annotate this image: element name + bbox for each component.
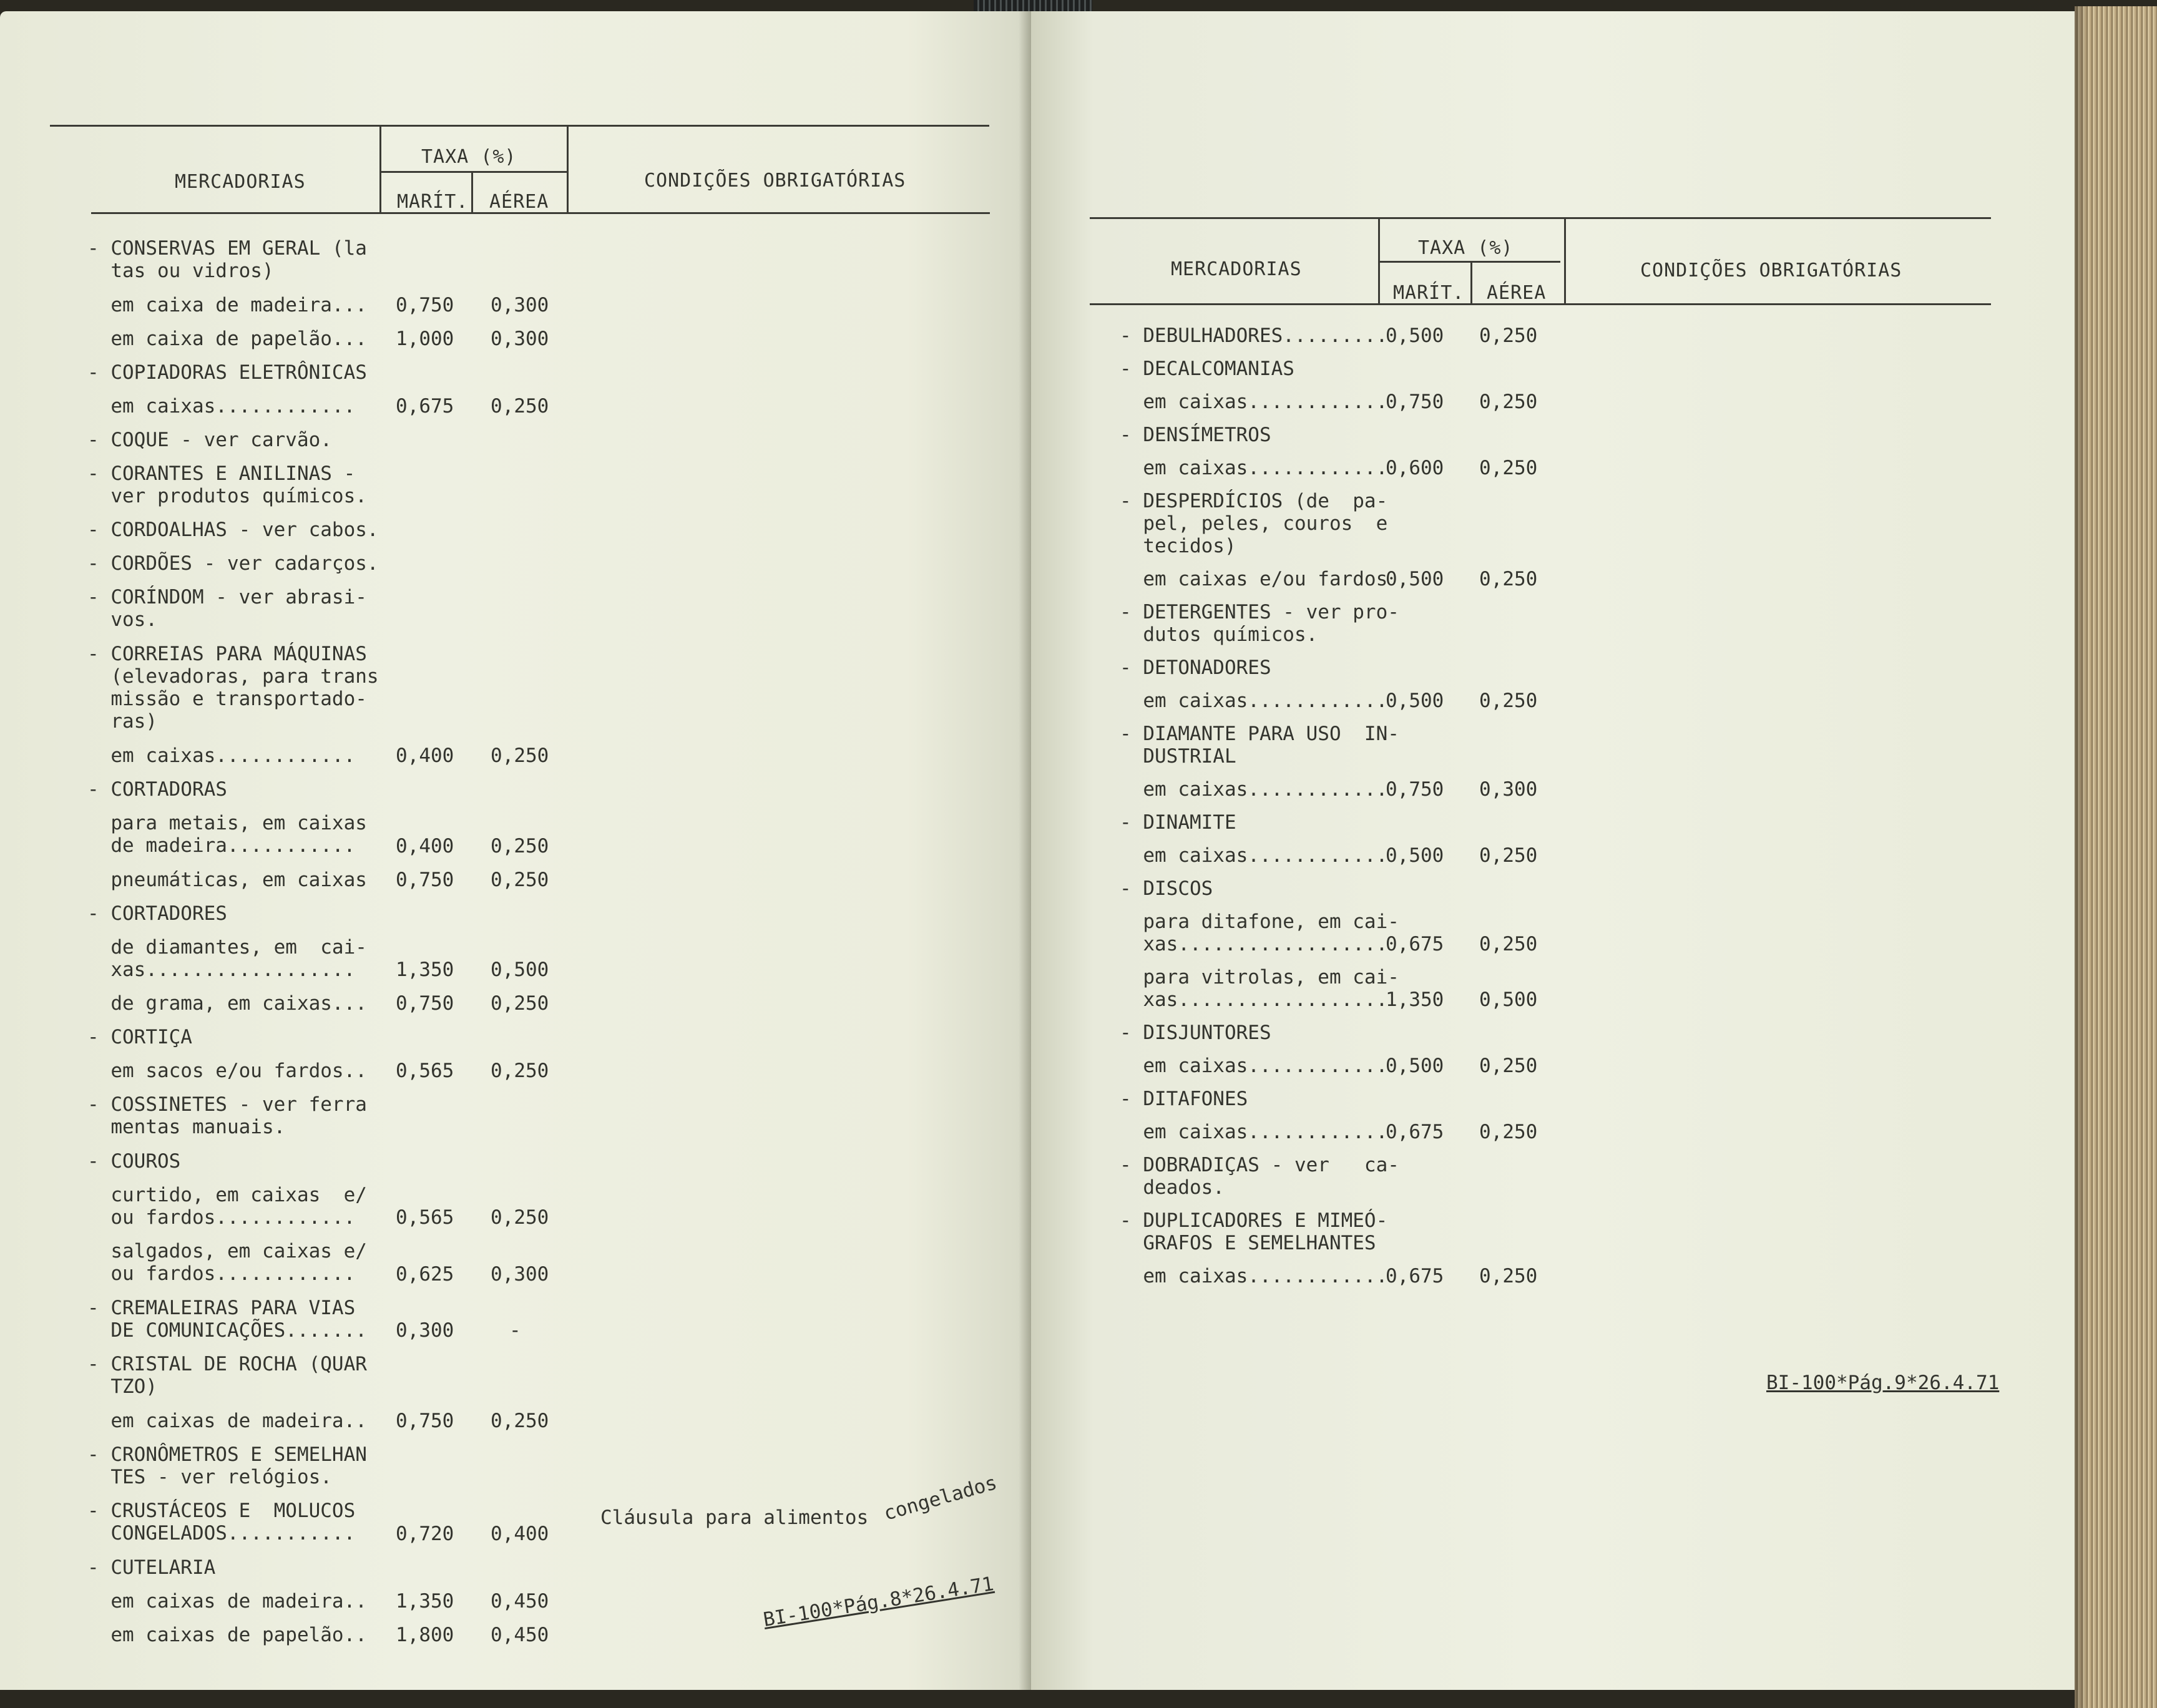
rate-maritime: 0,750 <box>396 868 454 891</box>
item-name: em caixas............ <box>1120 844 1388 867</box>
rate-maritime: 0,750 <box>396 992 454 1015</box>
rate-maritime: 1,350 <box>396 1589 454 1613</box>
item-name: - DISCOS <box>1120 877 1213 900</box>
rate-maritime: 0,750 <box>1386 778 1444 801</box>
page-edges-shadow <box>2075 6 2087 1708</box>
rate-maritime: 0,625 <box>396 1262 454 1286</box>
col-marit: MARÍT. <box>397 191 469 213</box>
item-name: - CRONÔMETROS E SEMELHAN TES - ver relógios. <box>87 1443 367 1488</box>
rate-air: 0,400 <box>491 1522 549 1545</box>
clause-text: Cláusula para alimentos <box>600 1506 869 1529</box>
rate-maritime: 0,675 <box>1386 1121 1444 1143</box>
page-footer-right: BI-100*Pág.9*26.4.71 <box>1766 1372 2000 1394</box>
rate-maritime: 0,750 <box>396 293 454 316</box>
col-condicoes: CONDIÇÕES OBRIGATÓRIAS <box>1640 260 1902 281</box>
item-name: - COSSINETES - ver ferra mentas manuais. <box>87 1093 367 1138</box>
page-footer-left: BI-100*Pág.8*26.4.71 <box>761 1573 995 1631</box>
rate-air: 0,250 <box>1479 1055 1538 1077</box>
right-page <box>1031 11 2075 1690</box>
left-page <box>0 11 1031 1690</box>
header-divider-3 <box>1564 217 1566 303</box>
rate-air: 0,250 <box>491 834 549 857</box>
rate-air: 0,450 <box>491 1589 549 1613</box>
item-name: - COUROS <box>87 1149 181 1173</box>
rate-air: 0,450 <box>491 1623 549 1646</box>
taxa-underline <box>1378 261 1560 263</box>
item-name: - DEBULHADORES......... <box>1120 325 1388 347</box>
col-aerea: AÉREA <box>1487 282 1547 304</box>
rate-maritime: 0,600 <box>1386 457 1444 479</box>
rate-maritime: 0,500 <box>1386 568 1444 590</box>
item-name: para ditafone, em cai- xas.................. <box>1143 910 1399 955</box>
item-name: - COPIADORAS ELETRÔNICAS <box>87 361 367 384</box>
item-name: - DESPERDÍCIOS (de pa- pel, peles, couros e tecidos) <box>1120 490 1388 557</box>
rate-air: 0,250 <box>1479 325 1538 347</box>
header-divider-2 <box>471 171 473 212</box>
item-name: - DETONADORES <box>1120 656 1271 679</box>
item-name: - CORANTES E ANILINAS - ver produtos químicos. <box>87 462 367 507</box>
item-name: - DINAMITE <box>1120 811 1236 834</box>
rate-air: - <box>509 1319 521 1342</box>
rate-maritime: 0,500 <box>1386 1055 1444 1077</box>
rate-maritime: 0,500 <box>1386 844 1444 867</box>
header-top-rule <box>1090 217 1991 219</box>
item-name: - CORTIÇA <box>87 1026 192 1048</box>
item-name: em caixas de papelão.. <box>87 1623 367 1646</box>
rate-air: 0,250 <box>1479 844 1538 867</box>
rate-air: 0,300 <box>491 293 549 316</box>
col-mercadorias: MERCADORIAS <box>1171 258 1302 280</box>
item-name: em caixas............ <box>1120 1055 1388 1077</box>
item-name: em caixa de madeira... <box>87 293 367 316</box>
rate-maritime: 1,800 <box>396 1623 454 1646</box>
col-aerea: AÉREA <box>489 191 549 213</box>
item-name: em caixas............ <box>87 394 356 417</box>
rate-air: 0,250 <box>1479 391 1538 413</box>
item-name: de grama, em caixas... <box>87 992 367 1015</box>
rate-air: 0,250 <box>491 744 549 767</box>
item-name: para vitrolas, em cai- xas.................. <box>1143 966 1399 1011</box>
item-name: em caixa de papelão... <box>87 327 367 350</box>
item-name: - CREMALEIRAS PARA VIAS DE COMUNICAÇÕES....... <box>87 1296 367 1342</box>
col-marit: MARÍT. <box>1393 282 1465 304</box>
rate-air: 0,250 <box>1479 568 1538 590</box>
rate-air: 0,500 <box>491 959 549 981</box>
item-name: - DETERGENTES - ver pro- dutos químicos. <box>1120 601 1399 646</box>
item-name: - CORDOALHAS - ver cabos. <box>87 519 379 541</box>
rate-air: 0,250 <box>491 1060 549 1082</box>
item-name: salgados, em caixas e/ ou fardos............ <box>110 1240 367 1285</box>
item-name: - CONSERVAS EM GERAL (la tas ou vidros) <box>87 237 367 282</box>
header-divider-3 <box>567 125 569 212</box>
item-name: em caixas............ <box>1120 391 1388 413</box>
rate-maritime: 1,000 <box>396 327 454 350</box>
rate-air: 0,250 <box>1479 933 1538 955</box>
item-name: - DOBRADIÇAS - ver ca- deados. <box>1120 1154 1399 1199</box>
item-name: - CORDÕES - ver cadarços. <box>87 552 379 575</box>
header-top-rule <box>50 125 989 127</box>
item-name: em sacos e/ou fardos.. <box>87 1060 367 1082</box>
rate-maritime: 1,350 <box>396 959 454 981</box>
item-name: - DECALCOMANIAS <box>1120 358 1294 380</box>
rate-maritime: 0,720 <box>396 1522 454 1545</box>
item-name: - CRISTAL DE ROCHA (QUAR TZO) <box>87 1353 367 1398</box>
rate-maritime: 0,750 <box>1386 391 1444 413</box>
item-name: pneumáticas, em caixas <box>87 868 367 891</box>
rate-maritime: 0,400 <box>396 744 454 767</box>
rate-air: 0,250 <box>1479 457 1538 479</box>
item-name: para metais, em caixas de madeira........... <box>110 812 367 857</box>
taxa-underline <box>381 171 568 173</box>
rate-maritime: 0,500 <box>1386 690 1444 712</box>
rate-air: 0,250 <box>1479 1265 1538 1287</box>
header-divider-1 <box>379 125 381 212</box>
rate-maritime: 0,500 <box>1386 325 1444 347</box>
rate-maritime: 0,675 <box>1386 1265 1444 1287</box>
item-name: em caixas............ <box>1120 1265 1388 1287</box>
header-divider-1 <box>1378 217 1380 303</box>
rate-maritime: 0,400 <box>396 834 454 857</box>
item-name: - CORTADORES <box>87 902 227 925</box>
item-name: em caixas de madeira.. <box>87 1589 367 1613</box>
item-name: de diamantes, em cai- xas.................. <box>110 935 367 981</box>
rate-maritime: 1,350 <box>1386 988 1444 1011</box>
rate-maritime: 0,565 <box>396 1060 454 1082</box>
rate-air: 0,300 <box>491 1262 549 1286</box>
clause-text-continued: congelados <box>881 1471 1000 1525</box>
item-name: em caixas............ <box>87 744 356 767</box>
rate-air: 0,250 <box>491 992 549 1015</box>
rate-air: 0,250 <box>1479 690 1538 712</box>
rate-air: 0,250 <box>491 868 549 891</box>
item-name: - CORÍNDOM - ver abrasi- vos. <box>87 586 367 631</box>
item-name: - DUPLICADORES E MIMEÓ- GRAFOS E SEMELHANTES <box>1120 1209 1388 1254</box>
item-name: - CORREIAS PARA MÁQUINAS (elevadoras, para trans missão e transportado- ras) <box>87 642 379 733</box>
item-name: em caixas e/ou fardos <box>1120 568 1388 590</box>
rate-air: 0,250 <box>491 1409 549 1432</box>
col-condicoes: CONDIÇÕES OBRIGATÓRIAS <box>644 170 906 192</box>
rate-air: 0,250 <box>491 394 549 417</box>
item-name: em caixas............ <box>1120 778 1388 801</box>
col-taxa: TAXA (%) <box>421 146 517 168</box>
rate-maritime: 0,675 <box>396 394 454 417</box>
item-name: - DITAFONES <box>1120 1088 1248 1110</box>
col-taxa: TAXA (%) <box>1418 237 1514 259</box>
item-name: em caixas............ <box>1120 690 1388 712</box>
item-name: em caixas de madeira.. <box>87 1409 367 1432</box>
item-name: - CORTADORAS <box>87 778 227 801</box>
header-divider-2 <box>1470 261 1472 303</box>
rate-air: 0,300 <box>1479 778 1538 801</box>
rate-maritime: 0,675 <box>1386 933 1444 955</box>
item-name: - CRUSTÁCEOS E MOLUCOS CONGELADOS........... <box>87 1500 356 1545</box>
item-name: - DENSÍMETROS <box>1120 424 1271 446</box>
item-name: curtido, em caixas e/ ou fardos............ <box>110 1183 367 1229</box>
item-name: - DISJUNTORES <box>1120 1022 1271 1044</box>
rate-maritime: 0,750 <box>396 1409 454 1432</box>
item-name: - COQUE - ver carvão. <box>87 428 332 451</box>
rate-air: 0,300 <box>491 327 549 350</box>
rate-maritime: 0,300 <box>396 1319 454 1342</box>
rate-air: 0,250 <box>491 1206 549 1229</box>
item-name: em caixas............ <box>1120 457 1388 479</box>
col-mercadorias: MERCADORIAS <box>175 171 306 193</box>
item-name: - DIAMANTE PARA USO IN- DUSTRIAL <box>1120 723 1399 768</box>
item-name: - CUTELARIA <box>87 1556 216 1579</box>
rate-air: 0,500 <box>1479 988 1538 1011</box>
item-name: em caixas............ <box>1120 1121 1388 1143</box>
rate-maritime: 0,565 <box>396 1206 454 1229</box>
rate-air: 0,250 <box>1479 1121 1538 1143</box>
